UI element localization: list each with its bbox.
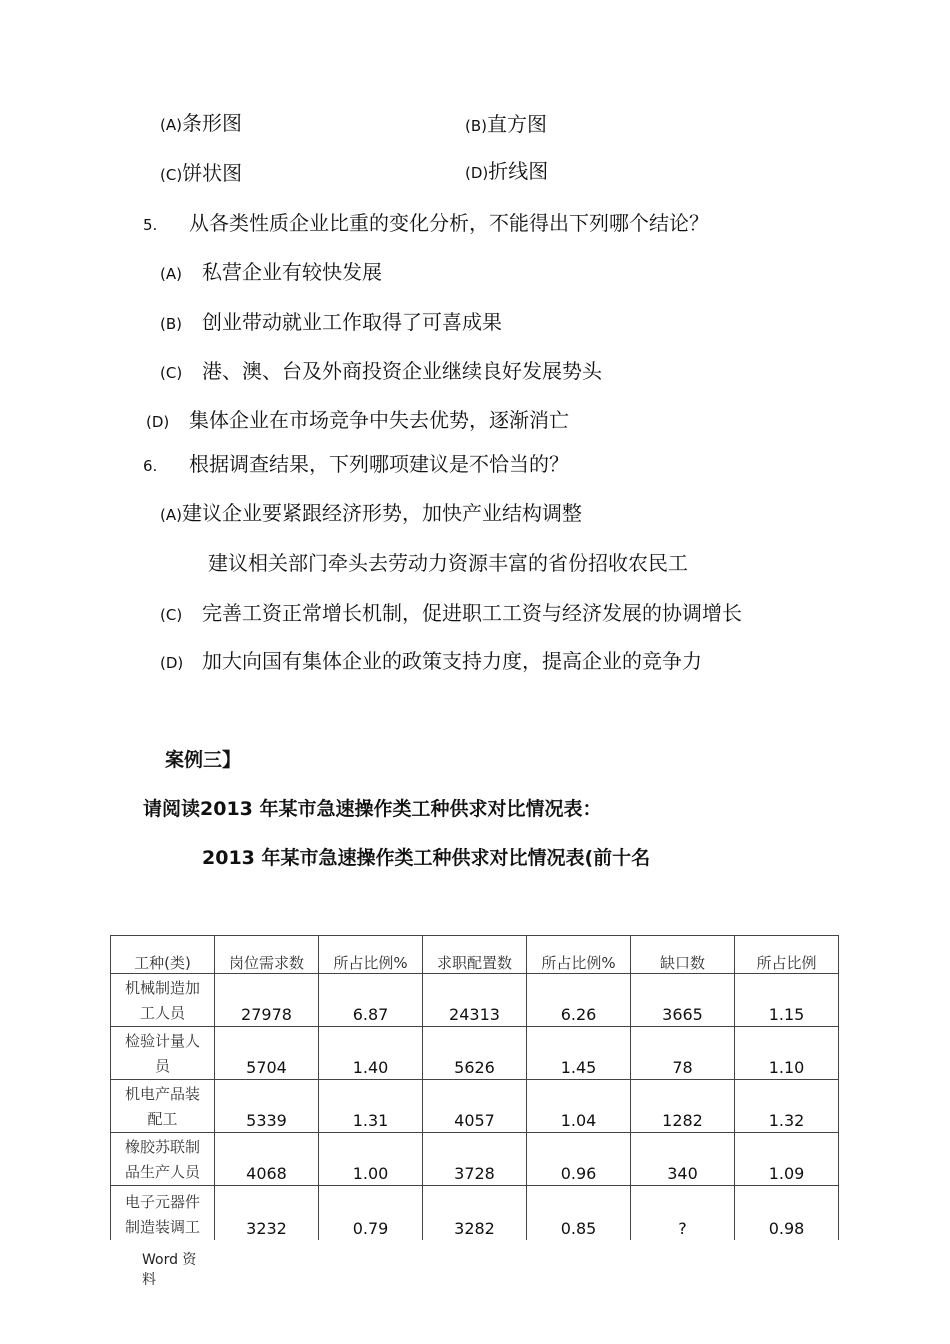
job-name-cell xyxy=(111,1186,215,1241)
table-row xyxy=(111,974,839,1027)
value-cell: ? xyxy=(631,1186,735,1241)
header-cell: 所占比例% xyxy=(319,936,423,974)
question-number: 6. xyxy=(143,457,158,475)
q4-option-b xyxy=(465,111,547,139)
table-title: 2013 年某市急速操作类工种供求对比情况表(前十名 xyxy=(202,847,651,869)
q6-option-a xyxy=(160,500,582,528)
value-cell: 3232 xyxy=(215,1186,319,1241)
option-text: 私营企业有较快发展 xyxy=(202,260,382,284)
value-cell: 0.79 xyxy=(319,1186,423,1241)
value-cell: 6.87 xyxy=(319,974,423,1027)
value-cell: 78 xyxy=(631,1027,735,1080)
q5-option-a xyxy=(160,259,382,287)
q5-option-c xyxy=(160,358,602,386)
table-row xyxy=(111,1133,839,1186)
value-cell: 6.26 xyxy=(527,974,631,1027)
footer-line: Word 资 xyxy=(142,1252,197,1268)
value-cell: 24313 xyxy=(423,974,527,1027)
option-text: 完善工资正常增长机制，促进职工工资与经济发展的协调增长 xyxy=(202,601,742,625)
value-cell: 1.10 xyxy=(735,1027,839,1080)
q4-option-d xyxy=(465,158,548,186)
case-heading: 案例三】 xyxy=(165,749,242,771)
value-cell: 1.15 xyxy=(735,974,839,1027)
value-cell: 27978 xyxy=(215,974,319,1027)
value-cell: 1.00 xyxy=(319,1133,423,1186)
option-text: 条形图 xyxy=(181,111,242,135)
value-cell: 1.09 xyxy=(735,1133,839,1186)
question-number: 5. xyxy=(143,216,158,234)
q6-option-b xyxy=(208,550,688,576)
option-text: 直方图 xyxy=(487,112,547,136)
q5-option-d xyxy=(146,407,569,435)
header-cell: 工种(类) xyxy=(111,936,215,974)
option-mark: (A) xyxy=(160,116,182,134)
job-name-line: 品生产人员 xyxy=(124,1163,200,1181)
job-name-cell xyxy=(111,974,215,1027)
option-text: 创业带动就业工作取得了可喜成果 xyxy=(202,310,502,334)
job-name-line: 工人员 xyxy=(139,1004,185,1022)
q4-option-a xyxy=(160,110,242,138)
option-text: 加大向国有集体企业的政策支持力度，提高企业的竞争力 xyxy=(202,649,702,673)
header-cell: 岗位需求数 xyxy=(215,936,319,974)
option-mark: (D) xyxy=(146,413,170,431)
value-cell: 4057 xyxy=(423,1080,527,1133)
case-instruction: 请阅读2013 年某市急速操作类工种供求对比情况表： xyxy=(143,798,602,820)
option-mark: (B) xyxy=(160,315,182,333)
value-cell: 1.31 xyxy=(319,1080,423,1133)
value-cell: 1282 xyxy=(631,1080,735,1133)
value-cell: 5704 xyxy=(215,1027,319,1080)
value-cell: 5339 xyxy=(215,1080,319,1133)
value-cell: 3282 xyxy=(423,1186,527,1241)
table-header-row xyxy=(111,936,839,974)
value-cell: 3665 xyxy=(631,974,735,1027)
job-name-line: 机械制造加 xyxy=(124,979,200,997)
value-cell: 0.98 xyxy=(735,1186,839,1241)
option-mark: (D) xyxy=(160,654,184,672)
option-text: 折线图 xyxy=(488,159,549,183)
table-row xyxy=(111,1027,839,1080)
table-row xyxy=(111,1080,839,1133)
job-name-line: 员 xyxy=(154,1057,170,1075)
option-mark: (C) xyxy=(160,166,183,184)
job-name-line: 制造装调工 xyxy=(124,1218,200,1236)
header-cell: 所占比例% xyxy=(527,936,631,974)
job-name-line: 橡胶苏联制 xyxy=(124,1138,200,1156)
option-text: 集体企业在市场竞争中失去优势，逐渐消亡 xyxy=(189,408,569,432)
option-mark: (A) xyxy=(160,265,182,283)
question-5 xyxy=(143,210,709,238)
question-text: 根据调查结果，下列哪项建议是不恰当的？ xyxy=(189,452,569,476)
option-text: 建议企业要紧跟经济形势，加快产业结构调整 xyxy=(181,501,582,525)
q6-option-c xyxy=(160,600,742,628)
value-cell: 5626 xyxy=(423,1027,527,1080)
option-mark: (B) xyxy=(465,117,487,135)
q6-option-d xyxy=(160,648,702,676)
footer-line: 料 xyxy=(142,1272,156,1288)
value-cell: 1.04 xyxy=(527,1080,631,1133)
job-name-cell xyxy=(111,1133,215,1186)
option-text: 港、澳、台及外商投资企业继续良好发展势头 xyxy=(202,359,602,383)
supply-demand-table xyxy=(110,935,839,1240)
value-cell: 0.85 xyxy=(527,1186,631,1241)
table-row xyxy=(111,1186,839,1241)
value-cell: 1.45 xyxy=(527,1027,631,1080)
job-name-cell xyxy=(111,1080,215,1133)
value-cell: 1.40 xyxy=(319,1027,423,1080)
value-cell: 1.32 xyxy=(735,1080,839,1133)
option-text: 饼状图 xyxy=(182,161,243,185)
value-cell: 3728 xyxy=(423,1133,527,1186)
job-name-line: 机电产品装 xyxy=(124,1085,200,1103)
option-mark: (C) xyxy=(160,364,183,382)
value-cell: 0.96 xyxy=(527,1133,631,1186)
job-name-line: 配工 xyxy=(147,1110,178,1128)
option-mark: (A) xyxy=(160,506,182,524)
page-footer xyxy=(142,1250,196,1290)
value-cell: 340 xyxy=(631,1133,735,1186)
header-cell: 求职配置数 xyxy=(423,936,527,974)
value-cell: 4068 xyxy=(215,1133,319,1186)
job-name-line: 电子元器件 xyxy=(124,1193,200,1211)
option-mark: (D) xyxy=(465,164,489,182)
q5-option-b xyxy=(160,309,502,337)
q4-option-c xyxy=(160,160,242,188)
job-name-cell xyxy=(111,1027,215,1080)
job-name-line: 检验计量人 xyxy=(124,1032,200,1050)
option-text: 建议相关部门牵头去劳动力资源丰富的省份招收农民工 xyxy=(208,551,688,575)
header-cell: 所占比例 xyxy=(735,936,839,974)
header-cell: 缺口数 xyxy=(631,936,735,974)
option-mark: (C) xyxy=(160,606,183,624)
question-6 xyxy=(143,451,569,479)
question-text: 从各类性质企业比重的变化分析，不能得出下列哪个结论？ xyxy=(189,211,709,235)
